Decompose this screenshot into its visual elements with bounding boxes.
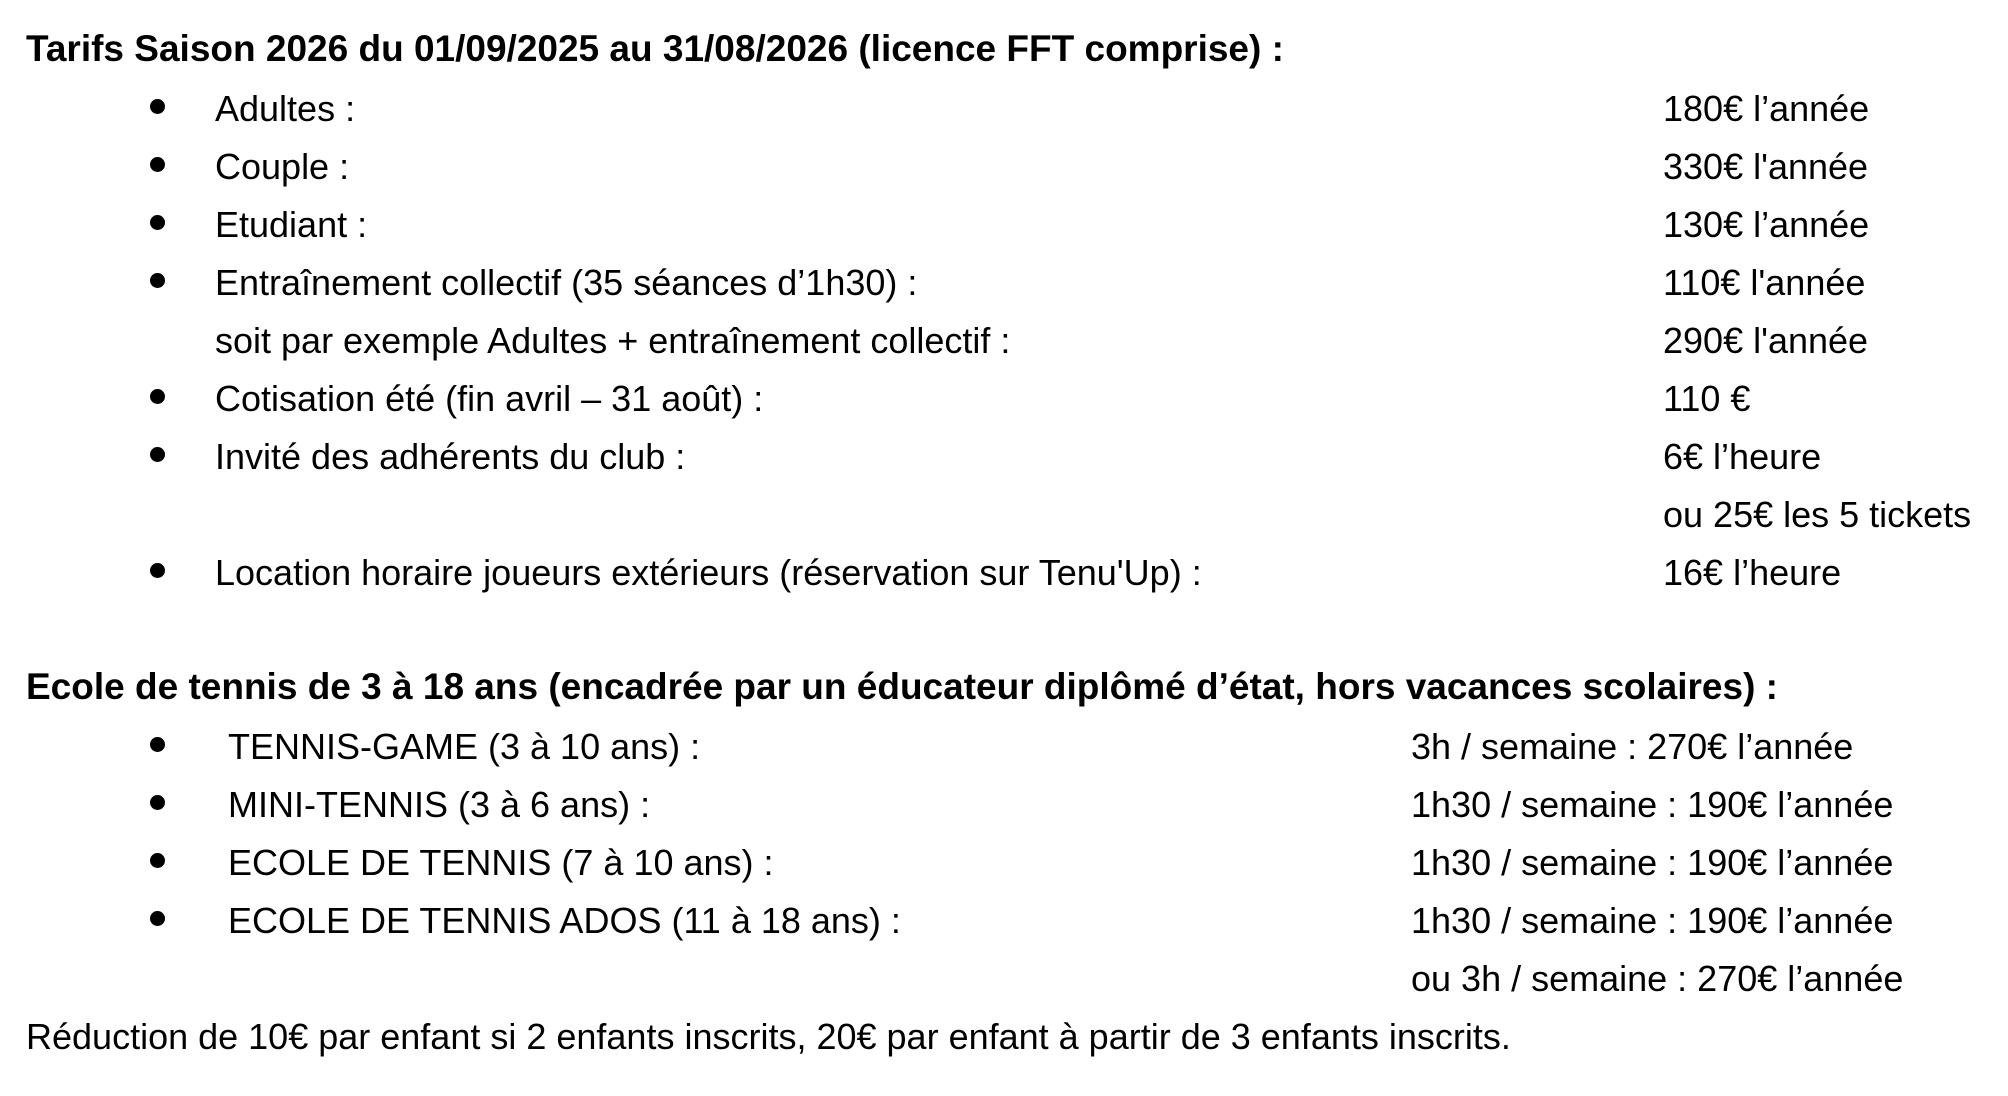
tarif-row-adultes — [0, 80, 2008, 138]
tarifs-heading: Tarifs Saison 2026 du 01/09/2025 au 31/08/2026 (licence FFT comprise) : — [26, 28, 1284, 69]
tarif-row-exemple — [0, 312, 2008, 370]
tarif-price: 330€ l'année — [1663, 146, 1869, 187]
tarif-price: 130€ l’année — [1663, 204, 1870, 245]
tarif-price: 16€ l’heure — [1663, 552, 1842, 593]
tarif-row-cotisation-ete — [0, 370, 2008, 428]
bullet-icon — [150, 737, 165, 752]
tarif-label: soit par exemple Adultes + entraînement collectif : — [215, 320, 1011, 361]
tarif-row-invite-tickets — [0, 486, 2008, 544]
reduction-note: Réduction de 10€ par enfant si 2 enfants inscrits, 20€ par enfant à partir de 3 enfants inscrits. — [26, 1016, 1511, 1057]
ecole-heading: Ecole de tennis de 3 à 18 ans (encadrée par un éducateur diplômé d’état, hors vacances scolaires) : — [26, 666, 1778, 707]
bullet-icon — [150, 99, 165, 114]
tarif-price: ou 25€ les 5 tickets — [1663, 494, 1972, 535]
ecole-row-ecole-tennis — [0, 834, 2008, 892]
tarif-row-invite — [0, 428, 2008, 486]
tarif-label: Invité des adhérents du club : — [215, 436, 686, 477]
bullet-icon — [150, 389, 165, 404]
ecole-price: 1h30 / semaine : 190€ l’année — [1411, 900, 1894, 941]
tarif-label: Entraînement collectif (35 séances d’1h30) : — [215, 262, 918, 303]
tarif-label: Adultes : — [215, 88, 356, 129]
ecole-row-tennis-game — [0, 718, 2008, 776]
tarif-label: Location horaire joueurs extérieurs (réservation sur Tenu'Up) : — [215, 552, 1202, 593]
tarif-row-etudiant — [0, 196, 2008, 254]
ecole-label: TENNIS-GAME (3 à 10 ans) : — [228, 726, 701, 767]
ecole-price: 3h / semaine : 270€ l’année — [1411, 726, 1854, 767]
ecole-row-ados-option — [0, 950, 2008, 1008]
tarif-label: Cotisation été (fin avril – 31 août) : — [215, 378, 764, 419]
bullet-icon — [150, 157, 165, 172]
ecole-label: ECOLE DE TENNIS (7 à 10 ans) : — [228, 842, 774, 883]
ecole-price: 1h30 / semaine : 190€ l’année — [1411, 784, 1894, 825]
ecole-row-mini-tennis — [0, 776, 2008, 834]
tarif-price: 6€ l’heure — [1663, 436, 1822, 477]
ecole-row-ecole-ados — [0, 892, 2008, 950]
tarif-row-couple — [0, 138, 2008, 196]
bullet-icon — [150, 853, 165, 868]
bullet-icon — [150, 563, 165, 578]
ecole-price: ou 3h / semaine : 270€ l’année — [1411, 958, 1904, 999]
tarif-price: 110€ l'année — [1663, 262, 1866, 303]
tarif-row-entrainement — [0, 254, 2008, 312]
tarif-row-location — [0, 544, 2008, 602]
bullet-icon — [150, 215, 165, 230]
tarif-label: Couple : — [215, 146, 350, 187]
tarif-price: 110 € — [1663, 378, 1751, 419]
tarif-label: Etudiant : — [215, 204, 368, 245]
bullet-icon — [150, 795, 165, 810]
tarif-price: 290€ l'année — [1663, 320, 1869, 361]
bullet-icon — [150, 911, 165, 926]
tarif-price: 180€ l’année — [1663, 88, 1870, 129]
ecole-price: 1h30 / semaine : 190€ l’année — [1411, 842, 1894, 883]
bullet-icon — [150, 273, 165, 288]
ecole-label: MINI-TENNIS (3 à 6 ans) : — [228, 784, 651, 825]
bullet-icon — [150, 447, 165, 462]
ecole-label: ECOLE DE TENNIS ADOS (11 à 18 ans) : — [228, 900, 901, 941]
